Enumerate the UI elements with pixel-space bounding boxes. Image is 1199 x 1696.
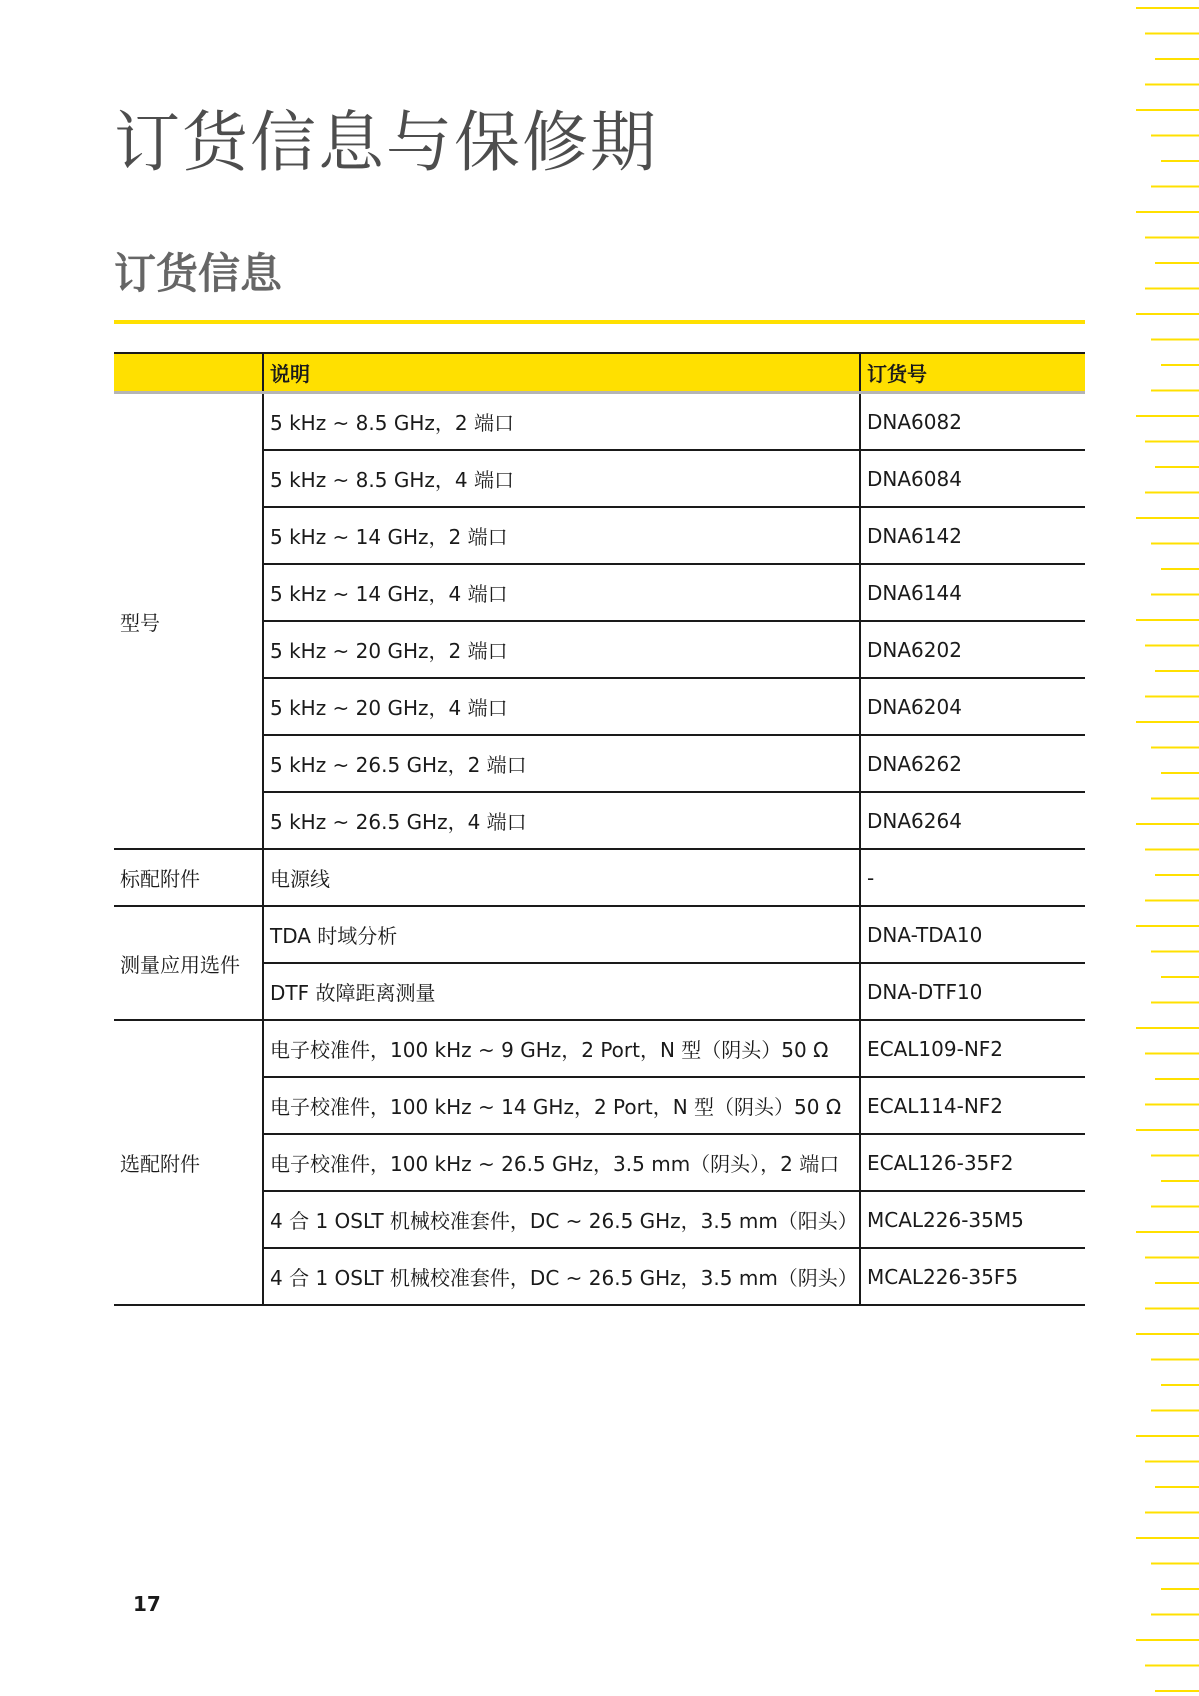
order-number-cell: DNA6202 <box>860 621 1085 678</box>
section-title: 订货信息 <box>114 249 283 298</box>
order-number-cell: DNA6204 <box>860 678 1085 735</box>
order-number-cell: ECAL114-NF2 <box>860 1077 1085 1134</box>
description-cell: 5 kHz ~ 20 GHz，2 端口 <box>263 621 860 678</box>
description-cell: 5 kHz ~ 14 GHz，2 端口 <box>263 507 860 564</box>
ordering-info-table <box>114 352 1085 1306</box>
description-cell: 5 kHz ~ 26.5 GHz，4 端口 <box>263 792 860 849</box>
description-cell: 电子校准件，100 kHz ~ 9 GHz，2 Port，N 型（阴头）50 Ω <box>263 1020 860 1077</box>
order-number-cell: DNA-TDA10 <box>860 906 1085 963</box>
order-number-cell: DNA6142 <box>860 507 1085 564</box>
order-number-cell: DNA6144 <box>860 564 1085 621</box>
order-number-cell: MCAL226-35M5 <box>860 1191 1085 1248</box>
category-cell: 测量应用选件 <box>114 906 263 1020</box>
order-number-cell: DNA6262 <box>860 735 1085 792</box>
description-cell: 5 kHz ~ 8.5 GHz，4 端口 <box>263 450 860 507</box>
description-cell: 5 kHz ~ 20 GHz，4 端口 <box>263 678 860 735</box>
order-number-cell: DNA6082 <box>860 393 1085 451</box>
page-title: 订货信息与保修期 <box>114 104 658 181</box>
table-row <box>114 1020 1085 1077</box>
table-row <box>114 393 1085 451</box>
order-number-cell: DNA6264 <box>860 792 1085 849</box>
order-number-cell: ECAL126-35F2 <box>860 1134 1085 1191</box>
order-number-cell: MCAL226-35F5 <box>860 1248 1085 1305</box>
category-cell: 选配附件 <box>114 1020 263 1305</box>
description-cell: 5 kHz ~ 14 GHz，4 端口 <box>263 564 860 621</box>
description-cell: 5 kHz ~ 8.5 GHz，2 端口 <box>263 393 860 451</box>
description-cell: 电源线 <box>263 849 860 906</box>
decorative-stripes <box>1109 0 1199 1696</box>
category-cell: 标配附件 <box>114 849 263 906</box>
order-number-cell: ECAL109-NF2 <box>860 1020 1085 1077</box>
description-cell: 电子校准件，100 kHz ~ 26.5 GHz，3.5 mm（阴头），2 端口 <box>263 1134 860 1191</box>
description-cell: 4 合 1 OSLT 机械校准套件，DC ~ 26.5 GHz，3.5 mm（阴头） <box>263 1248 860 1305</box>
description-cell: DTF 故障距离测量 <box>263 963 860 1020</box>
section-divider <box>114 320 1085 324</box>
order-number-cell: DNA-DTF10 <box>860 963 1085 1020</box>
description-cell: 电子校准件，100 kHz ~ 14 GHz，2 Port，N 型（阴头）50 Ω <box>263 1077 860 1134</box>
description-cell: 4 合 1 OSLT 机械校准套件，DC ~ 26.5 GHz，3.5 mm（阳头） <box>263 1191 860 1248</box>
header-order-number: 订货号 <box>860 353 1085 393</box>
table-header-row <box>114 353 1085 393</box>
category-cell: 型号 <box>114 393 263 850</box>
order-number-cell: - <box>860 849 1085 906</box>
description-cell: 5 kHz ~ 26.5 GHz，2 端口 <box>263 735 860 792</box>
table-row <box>114 906 1085 963</box>
table-row <box>114 849 1085 906</box>
header-category <box>114 353 263 393</box>
page-number: 17 <box>133 1592 161 1616</box>
header-description: 说明 <box>263 353 860 393</box>
description-cell: TDA 时域分析 <box>263 906 860 963</box>
order-number-cell: DNA6084 <box>860 450 1085 507</box>
